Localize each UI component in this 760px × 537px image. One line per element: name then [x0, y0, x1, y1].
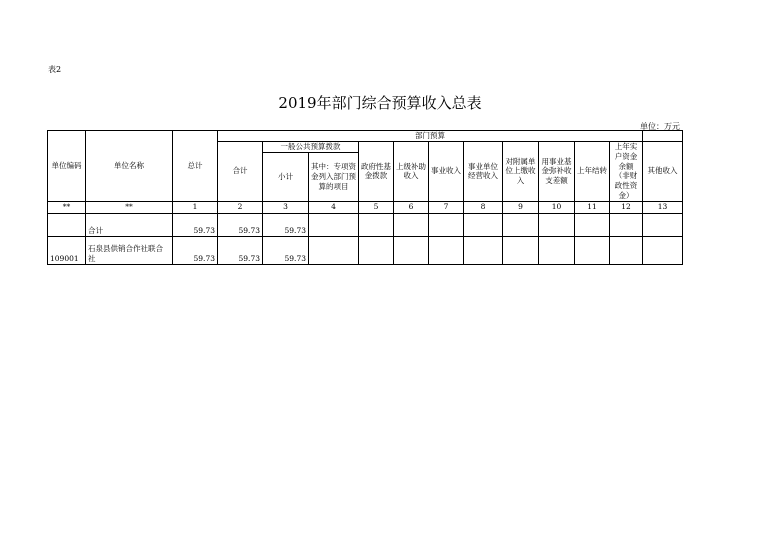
- index-cell: 3: [263, 201, 309, 213]
- header-affiliated-income: 对附属单位上缴收入: [503, 142, 539, 202]
- index-cell: 10: [539, 201, 575, 213]
- index-cell: 5: [359, 201, 394, 213]
- index-cell: 12: [610, 201, 643, 213]
- index-cell: 13: [643, 201, 683, 213]
- empty-cell: [429, 213, 464, 236]
- empty-cell: [464, 213, 503, 236]
- header-special-funds: 其中：专项资金列入部门预算的项目: [309, 153, 359, 202]
- header-superior-subsidy: 上级补助收入: [394, 142, 429, 202]
- cell-total: 59.73: [173, 213, 218, 236]
- index-cell: 1: [173, 201, 218, 213]
- empty-cell: [359, 213, 394, 236]
- cell-code: 109001: [48, 236, 86, 264]
- cell-sum: 59.73: [218, 213, 263, 236]
- empty-cell: [610, 213, 643, 236]
- header-unit-code: 单位编码: [48, 131, 86, 202]
- table-row-total: [48, 213, 683, 236]
- budget-income-table: [47, 130, 683, 265]
- cell-name: 合计: [86, 213, 173, 236]
- empty-cell: [503, 213, 539, 236]
- cell-name: 石泉县供销合作社联合社: [86, 236, 173, 264]
- empty-cell: [575, 236, 610, 264]
- header-fund-offset: 用事业基金弥补收支差额: [539, 142, 575, 202]
- empty-cell: [309, 236, 359, 264]
- cell-subtotal: 59.73: [263, 236, 309, 264]
- index-cell: **: [48, 201, 86, 213]
- header-total: 总计: [173, 131, 218, 202]
- cell-sum: 59.73: [218, 236, 263, 264]
- header-gov-fund: 政府性基金拨款: [359, 142, 394, 202]
- empty-cell: [539, 236, 575, 264]
- index-cell: 4: [309, 201, 359, 213]
- header-business-income: 事业收入: [429, 142, 464, 202]
- header-carryover: 上年结转: [575, 142, 610, 202]
- header-blank-cell: [643, 131, 683, 142]
- header-subtotal-all: 合计: [218, 142, 263, 202]
- empty-cell: [309, 213, 359, 236]
- index-cell: **: [86, 201, 173, 213]
- index-cell: 6: [394, 201, 429, 213]
- index-cell: 9: [503, 201, 539, 213]
- header-operating-income: 事业单位经营收入: [464, 142, 503, 202]
- index-cell: 7: [429, 201, 464, 213]
- empty-cell: [643, 213, 683, 236]
- index-cell: 11: [575, 201, 610, 213]
- header-general-budget: 一般公共预算拨款: [263, 142, 359, 153]
- empty-cell: [643, 236, 683, 264]
- header-dept-budget: 部门预算: [218, 131, 643, 142]
- empty-cell: [503, 236, 539, 264]
- empty-cell: [464, 236, 503, 264]
- page-title: 2019年部门综合预算收入总表: [278, 94, 482, 112]
- empty-cell: [610, 236, 643, 264]
- empty-cell: [429, 236, 464, 264]
- cell-code: [48, 213, 86, 236]
- header-other-income: 其他收入: [643, 142, 683, 202]
- empty-cell: [394, 236, 429, 264]
- table-label: 表2: [48, 65, 62, 74]
- empty-cell: [359, 236, 394, 264]
- unit-label: 单位：万元: [640, 122, 680, 131]
- header-unit-name: 单位名称: [86, 131, 173, 202]
- table-row: [48, 236, 683, 264]
- header-prior-balance: 上年实户资金余额（非财政性资金）: [610, 142, 643, 202]
- header-subtotal: 小计: [263, 153, 309, 202]
- empty-cell: [575, 213, 610, 236]
- index-cell: 2: [218, 201, 263, 213]
- empty-cell: [394, 213, 429, 236]
- cell-total: 59.73: [173, 236, 218, 264]
- empty-cell: [539, 213, 575, 236]
- index-row: [48, 201, 683, 213]
- cell-subtotal: 59.73: [263, 213, 309, 236]
- index-cell: 8: [464, 201, 503, 213]
